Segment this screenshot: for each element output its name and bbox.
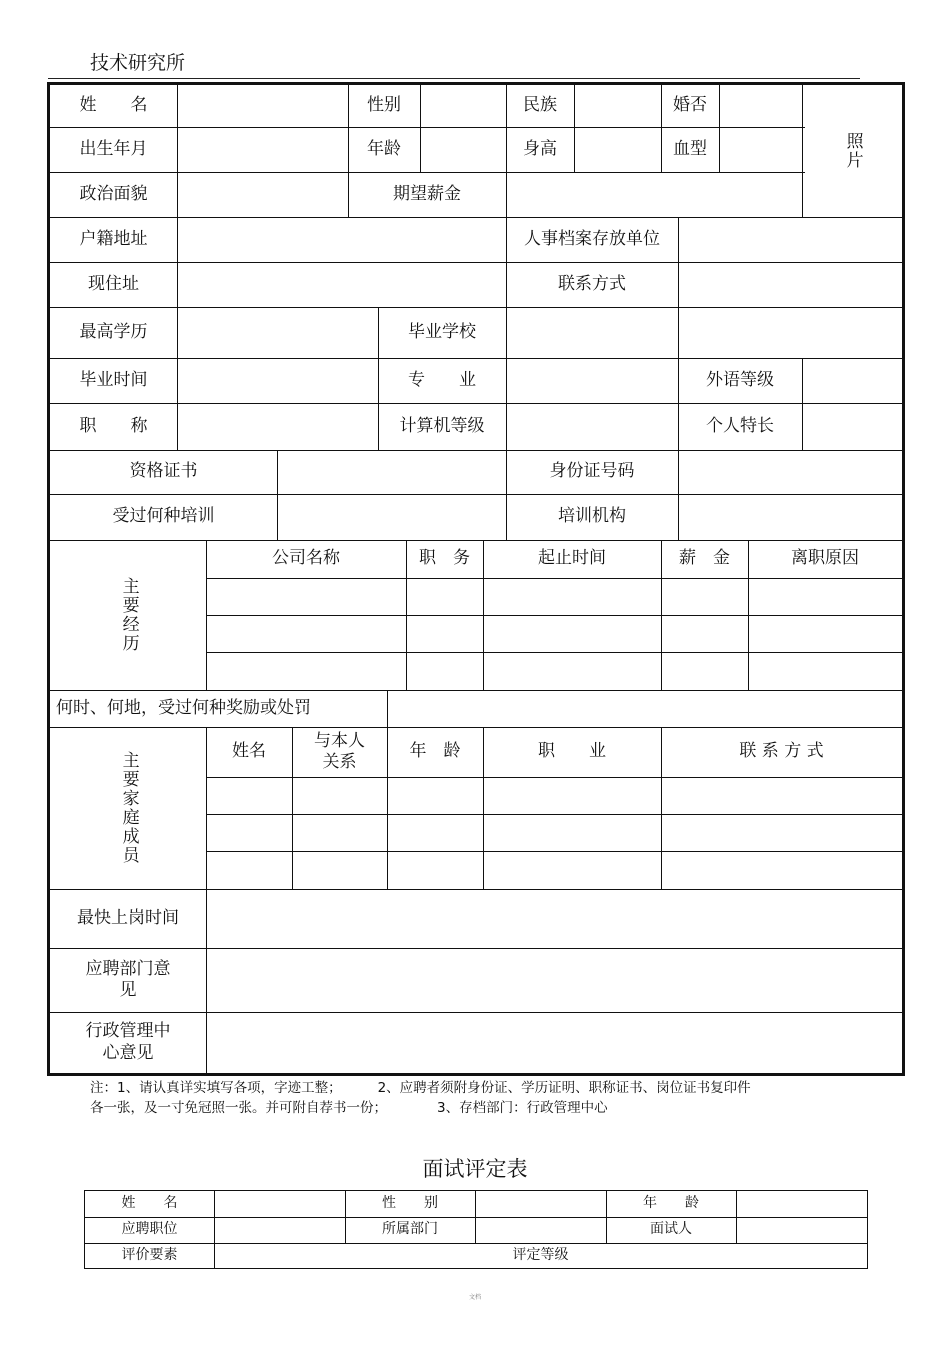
label-education: 最高学历 <box>79 321 148 342</box>
label-major: 专 业 <box>408 369 476 390</box>
label-archive: 人事档案存放单位 <box>524 228 660 249</box>
header-occupation: 职 业 <box>538 741 606 762</box>
header-company: 公司名称 <box>272 548 340 569</box>
label-height: 身高 <box>523 138 557 159</box>
header-rule <box>48 78 860 79</box>
label-start-time: 最快上岗时间 <box>77 907 179 928</box>
label-ethnicity: 民族 <box>523 95 557 116</box>
application-form <box>47 82 905 1076</box>
label-name: 姓 名 <box>79 95 148 116</box>
interview-label-interviewer: 面试人 <box>650 1221 692 1238</box>
label-dept-opinion: 应聘部门意 见 <box>85 958 188 1000</box>
label-institution: 培训机构 <box>558 506 626 527</box>
grid-line <box>475 1191 476 1243</box>
interview-label-factors: 评价要素 <box>121 1246 178 1263</box>
interview-label-dept: 所属部门 <box>382 1221 438 1238</box>
label-computer: 计算机等级 <box>399 415 485 436</box>
grid-line <box>719 85 720 172</box>
label-certificate: 资格证书 <box>129 461 198 482</box>
label-school: 毕业学校 <box>408 321 476 342</box>
label-grad-time: 毕业时间 <box>79 369 148 390</box>
header-period: 起止时间 <box>538 548 606 569</box>
label-marital: 婚否 <box>673 95 707 116</box>
grid-line <box>206 578 902 579</box>
organization-name: 技术研究所 <box>90 52 186 74</box>
header-position: 职 务 <box>419 548 470 569</box>
grid-line <box>206 615 902 616</box>
interview-title: 面试评定表 <box>422 1157 528 1181</box>
label-title: 职 称 <box>79 415 148 436</box>
header-family-name: 姓名 <box>232 741 266 762</box>
note-3: 3、存档部门：行政管理中心 <box>437 1100 608 1116</box>
grid-line <box>206 889 207 1073</box>
label-training: 受过何种培训 <box>112 506 215 527</box>
header-family-contact: 联 系 方 式 <box>739 741 824 762</box>
interview-label-gender: 性 别 <box>382 1195 438 1212</box>
interview-table <box>84 1190 868 1269</box>
label-age: 年龄 <box>367 138 401 159</box>
header-salary: 薪 金 <box>679 548 730 569</box>
grid-line <box>420 85 421 172</box>
label-awards: 何时、何地，受过何种奖励或处罚 <box>56 697 311 718</box>
interview-label-grade: 评定等级 <box>512 1246 569 1263</box>
grid-line <box>206 777 902 778</box>
grid-line <box>206 652 902 653</box>
header-leave-reason: 离职原因 <box>791 548 859 569</box>
grid-line <box>277 450 278 540</box>
label-blood: 血型 <box>673 138 707 159</box>
grid-line <box>177 85 178 450</box>
grid-line <box>206 814 902 815</box>
label-family: 主要家庭成员 <box>118 751 139 865</box>
interview-label-name: 姓 名 <box>121 1195 178 1212</box>
grid-line <box>387 690 388 727</box>
label-political: 政治面貌 <box>79 183 148 204</box>
label-salary: 期望薪金 <box>393 183 461 204</box>
label-birth: 出生年月 <box>79 138 148 159</box>
label-language: 外语等级 <box>706 369 774 390</box>
header-family-age: 年 龄 <box>409 741 461 762</box>
note-2-cont: 各一张，及一寸免冠照一张。并可附自荐书一份； <box>90 1100 387 1116</box>
label-hukou: 户籍地址 <box>79 228 148 249</box>
interview-label-position: 应聘职位 <box>121 1221 178 1238</box>
photo-box: 照片 <box>842 132 863 170</box>
label-id-number: 身份证号码 <box>549 461 635 482</box>
label-experience: 主要经历 <box>118 577 139 653</box>
grid-line <box>736 1191 737 1243</box>
label-gender: 性别 <box>367 95 401 116</box>
grid-line <box>574 85 575 172</box>
note-2: 2、应聘者须附身份证、学历证明、职称证书、岗位证书复印件 <box>377 1080 751 1096</box>
label-admin-opinion: 行政管理中心意见 <box>85 1021 171 1063</box>
page-footer: 文档 <box>468 1294 481 1301</box>
header-relation: 与本人关系 <box>314 730 365 772</box>
interview-label-age: 年 龄 <box>643 1195 699 1212</box>
form-notes <box>90 1078 751 1118</box>
grid-line <box>206 851 902 852</box>
label-address: 现住址 <box>88 273 139 294</box>
label-specialty: 个人特长 <box>706 415 774 436</box>
label-contact: 联系方式 <box>558 273 626 294</box>
note-1: 注：1、请认真详实填写各项，字迹工整； <box>90 1080 342 1096</box>
grid-line <box>802 358 803 450</box>
